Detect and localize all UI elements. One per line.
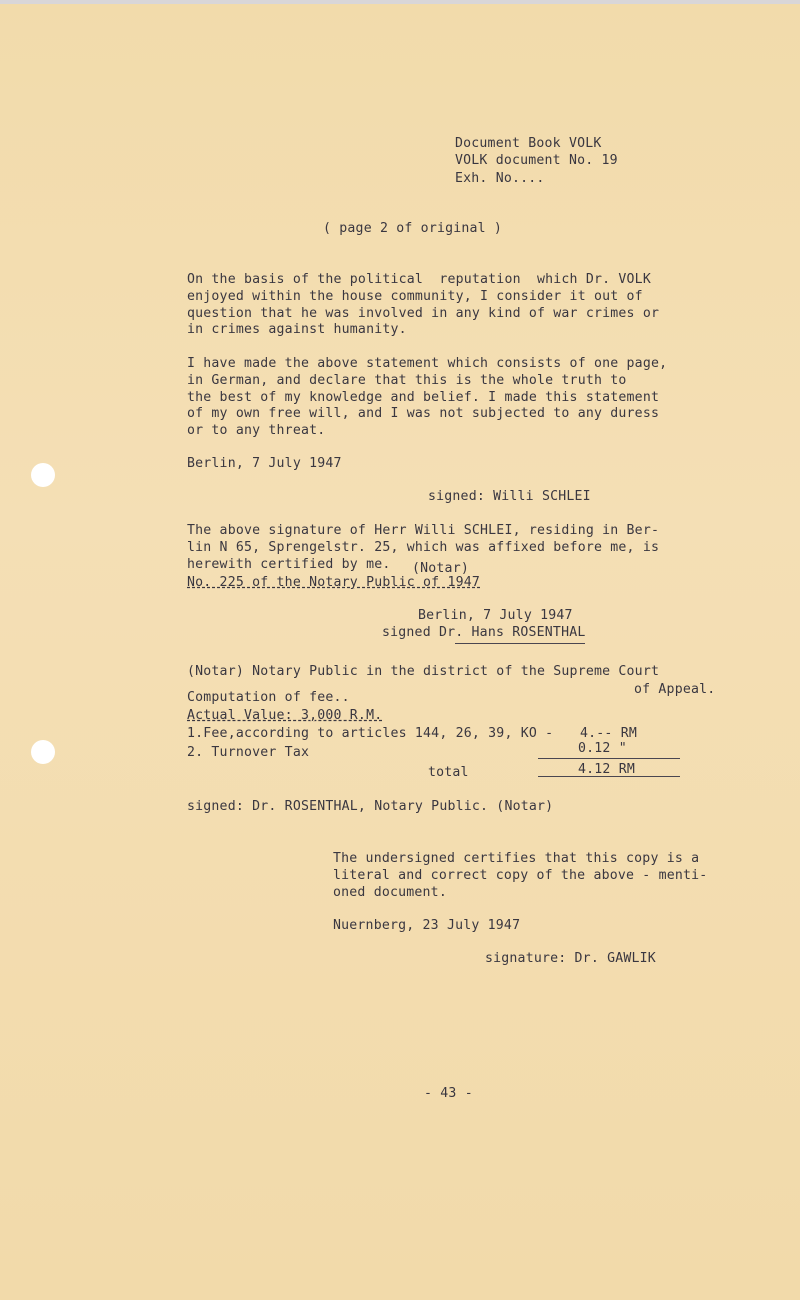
- signed-schlei: signed: Willi SCHLEI: [428, 489, 591, 504]
- fee-row-1-amount: 4.-- RM: [580, 726, 637, 741]
- signed-rosenthal: signed: Dr. ROSENTHAL, Notary Public. (Notar): [187, 799, 554, 814]
- fee-row-1-label: 1.Fee,according to articles 144, 26, 39, KO -: [187, 726, 554, 741]
- scan-top-edge: [0, 0, 800, 4]
- nuernberg-date: Nuernberg, 23 July 1947: [333, 918, 521, 933]
- certification-line: The above signature of Herr Willi SCHLEI, residing in Ber-: [187, 523, 660, 538]
- paragraph-1-line: enjoyed within the house community, I consider it out of: [187, 289, 643, 304]
- header-line-1: Document Book VOLK: [455, 136, 602, 151]
- paragraph-2-line: or to any threat.: [187, 423, 326, 438]
- paragraph-1-line: question that he was involved in any kind of war crimes or: [187, 306, 660, 321]
- paragraph-2-line: of my own free will, and I was not subjected to any duress: [187, 406, 660, 421]
- page-number: - 43 -: [424, 1086, 473, 1101]
- actual-value: Actual Value: 3,000 R.M.: [187, 708, 383, 723]
- place-date: Berlin, 7 July 1947: [187, 456, 342, 471]
- copy-certification-line: oned document.: [333, 885, 447, 900]
- certification-line: lin N 65, Sprengelstr. 25, which was affixed before me, is: [187, 540, 660, 555]
- paragraph-2-line: the best of my knowledge and belief. I made this statement: [187, 390, 660, 405]
- notary-register-number: No. 225 of the Notary Public of 1947: [187, 575, 481, 590]
- fee-row-2-amount: 0.12 ": [578, 741, 627, 756]
- fee-row-2-label: 2. Turnover Tax: [187, 745, 310, 760]
- copy-certification-line: literal and correct copy of the above - menti-: [333, 868, 708, 883]
- page-reference: ( page 2 of original ): [323, 221, 503, 236]
- punch-hole-bottom: [31, 740, 55, 764]
- header-line-3: Exh. No....: [455, 171, 545, 186]
- notar-stamp-mark: (Notar): [412, 561, 469, 576]
- paragraph-2-line: I have made the above statement which consists of one page,: [187, 356, 668, 371]
- fee-heading: Computation of fee..: [187, 690, 350, 705]
- rosenthal-place-date: Berlin, 7 July 1947: [418, 608, 573, 623]
- punch-hole-top: [31, 463, 55, 487]
- paragraph-2-line: in German, and declare that this is the whole truth to: [187, 373, 627, 388]
- rosenthal-signed: signed Dr. Hans ROSENTHAL: [382, 625, 586, 640]
- signature-underline: [455, 643, 585, 644]
- fee-total-rule: [538, 776, 680, 777]
- fee-total-amount: 4.12 RM: [578, 762, 635, 777]
- signature-gawlik: signature: Dr. GAWLIK: [485, 951, 656, 966]
- copy-certification-line: The undersigned certifies that this copy is a: [333, 851, 700, 866]
- of-appeal: of Appeal.: [634, 682, 716, 697]
- notary-district-line: (Notar) Notary Public in the district of the Supreme Court: [187, 664, 660, 679]
- certification-line: herewith certified by me.: [187, 557, 391, 572]
- paragraph-1-line: On the basis of the political reputation which Dr. VOLK: [187, 272, 651, 287]
- fee-rule: [538, 758, 680, 759]
- paragraph-1-line: in crimes against humanity.: [187, 322, 407, 337]
- header-line-2: VOLK document No. 19: [455, 153, 618, 168]
- fee-total-label: total: [428, 765, 469, 780]
